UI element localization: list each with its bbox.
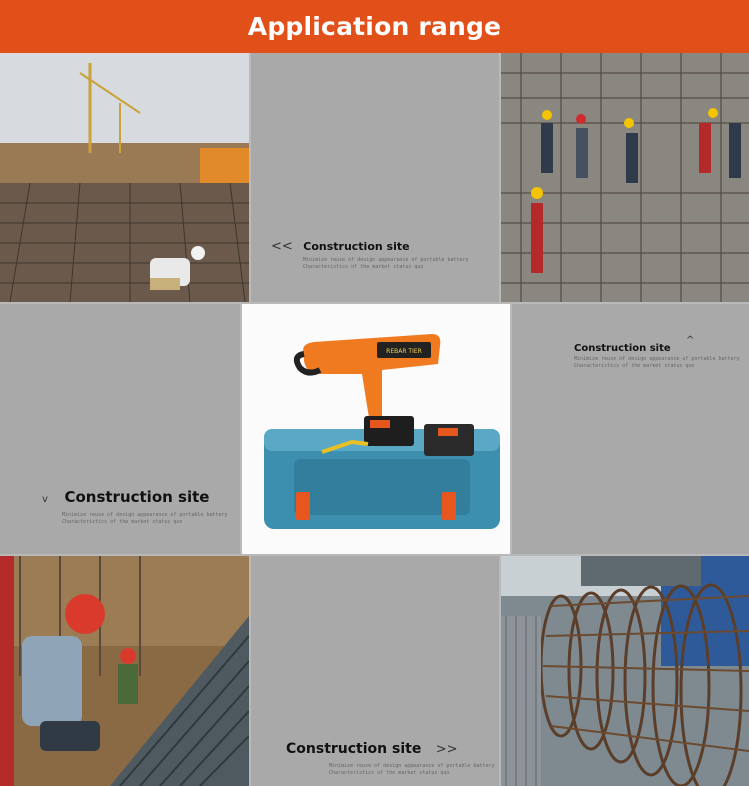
caption-title: Construction site [303, 240, 410, 253]
caption-title: Construction site [286, 741, 422, 757]
photo-cylindrical-rebar-cage [501, 556, 749, 786]
caption-subtext: Minimize reuse of design appearance of portable battery [303, 257, 469, 263]
caption-panel-2 [512, 304, 749, 554]
caption-subtext: Characteristics of the market status quo [329, 770, 450, 776]
caption-panel-4 [251, 556, 499, 786]
product-image [242, 304, 510, 554]
caption-title: Construction site [574, 343, 671, 354]
case-latch-right [442, 492, 456, 520]
caption-panel-1 [251, 53, 499, 302]
caption-subtext: Characteristics of the market status quo [303, 264, 424, 270]
caption-subtext: Minimize reuse of design appearance of portable battery [329, 763, 495, 769]
double-right-arrow-icon: >> [435, 742, 458, 757]
double-left-arrow-icon: << [271, 239, 293, 254]
caption-subtext: Characteristics of the market status quo [62, 519, 183, 525]
tool-label: REBAR TIER [386, 348, 422, 355]
page-title: Application range [247, 12, 502, 41]
chevron-down-icon: v [42, 494, 48, 505]
photo-workers-rebar-cage [501, 53, 749, 302]
caption-subtext: Minimize reuse of design appearance of portable battery [574, 356, 740, 362]
caption-subtext: Characteristics of the market status quo [574, 363, 695, 369]
chevron-up-icon: ^ [686, 335, 695, 346]
photo-worker-tying-rebar [0, 556, 249, 786]
photo-rebar-deck-worker [0, 53, 249, 302]
caption-title: Construction site [64, 488, 210, 506]
caption-subtext: Minimize reuse of design appearance of portable battery [62, 512, 228, 518]
case-latch-left [296, 492, 310, 520]
caption-panel-3 [0, 304, 240, 554]
header-banner [0, 0, 749, 53]
